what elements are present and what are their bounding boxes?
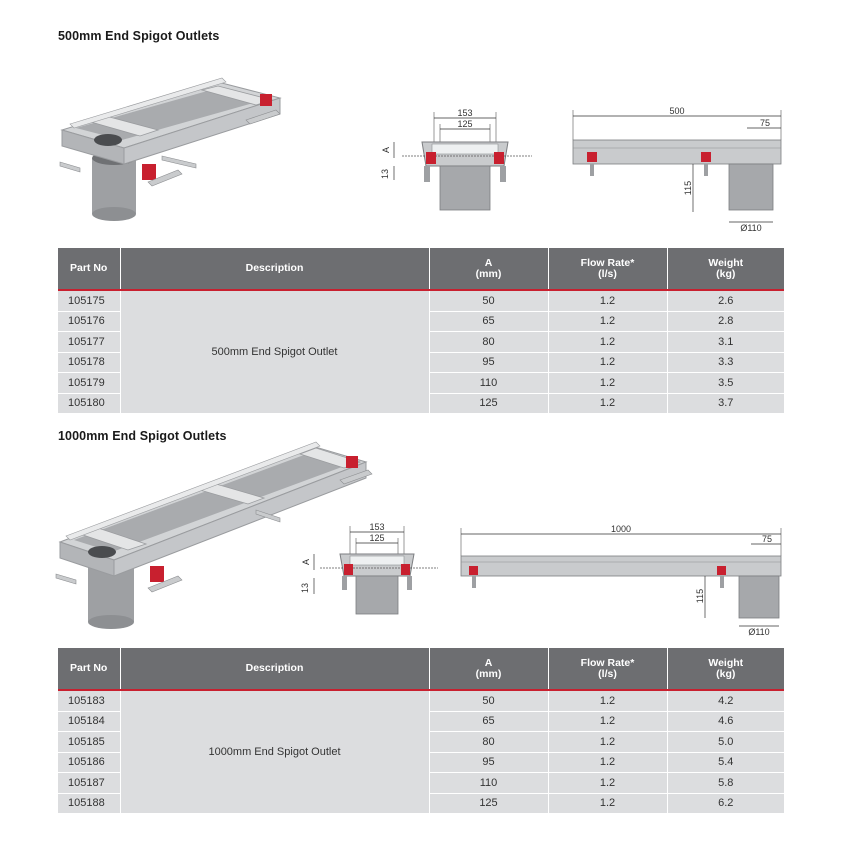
dim-lip: 13 [380, 168, 390, 180]
description-cell: 500mm End Spigot Outlet [120, 290, 429, 414]
section-title-1000: 1000mm End Spigot Outlets [58, 429, 227, 443]
header-flow-rate: Flow Rate* (l/s) [548, 248, 667, 290]
header-weight: Weight (kg) [667, 248, 784, 290]
header-weight: Weight (kg) [667, 648, 784, 690]
header-description: Description [120, 648, 429, 690]
dim-outlet-height: 115 [683, 180, 693, 196]
table-row: 105184 65 1.2 4.6 [58, 711, 784, 732]
header-a: A (mm) [429, 248, 548, 290]
side-elevation-diagram-500mm [565, 100, 790, 235]
dim-outlet-diameter: Ø110 [748, 627, 770, 637]
section-title-500: 500mm End Spigot Outlets [58, 29, 220, 43]
header-a: A (mm) [429, 648, 548, 690]
table-row: 105178 95 1.2 3.3 [58, 352, 784, 373]
dim-width-inner: 125 [457, 119, 473, 129]
dim-a-label: A [301, 558, 311, 566]
dim-end-offset: 75 [759, 118, 771, 128]
table-row: 105188 125 1.2 6.2 [58, 793, 784, 814]
spec-table-500mm [58, 248, 784, 414]
header-part-no: Part No [58, 648, 120, 690]
cross-section-diagram-1000mm [298, 522, 448, 622]
table-row: 105179 110 1.2 3.5 [58, 373, 784, 394]
table-row: 105175 500mm End Spigot Outlet 50 1.2 2.6 [58, 290, 784, 311]
table-row: 105187 110 1.2 5.8 [58, 773, 784, 794]
product-render-500mm [50, 60, 300, 230]
header-flow-rate: Flow Rate* (l/s) [548, 648, 667, 690]
dim-outlet-height: 115 [695, 588, 705, 604]
side-elevation-diagram-1000mm [455, 520, 790, 640]
header-description: Description [120, 248, 429, 290]
cross-section-diagram-500mm [372, 100, 537, 215]
table-row: 105183 1000mm End Spigot Outlet 50 1.2 4.2 [58, 690, 784, 711]
dim-width-inner: 125 [369, 533, 385, 543]
dim-length: 1000 [610, 524, 632, 534]
dim-length: 500 [669, 106, 685, 116]
dim-lip: 13 [300, 582, 310, 594]
table-row: 105176 65 1.2 2.8 [58, 311, 784, 332]
table-row: 105177 80 1.2 3.1 [58, 332, 784, 353]
table-row: 105185 80 1.2 5.0 [58, 732, 784, 753]
dim-width-outer: 153 [457, 108, 473, 118]
dim-a-label: A [381, 146, 391, 154]
dim-width-outer: 153 [369, 522, 385, 532]
description-cell: 1000mm End Spigot Outlet [120, 690, 429, 814]
dim-end-offset: 75 [761, 534, 773, 544]
spec-table-1000mm [58, 648, 784, 814]
table-row: 105180 125 1.2 3.7 [58, 393, 784, 414]
table-row: 105186 95 1.2 5.4 [58, 752, 784, 773]
header-part-no: Part No [58, 248, 120, 290]
dim-outlet-diameter: Ø110 [740, 223, 762, 233]
